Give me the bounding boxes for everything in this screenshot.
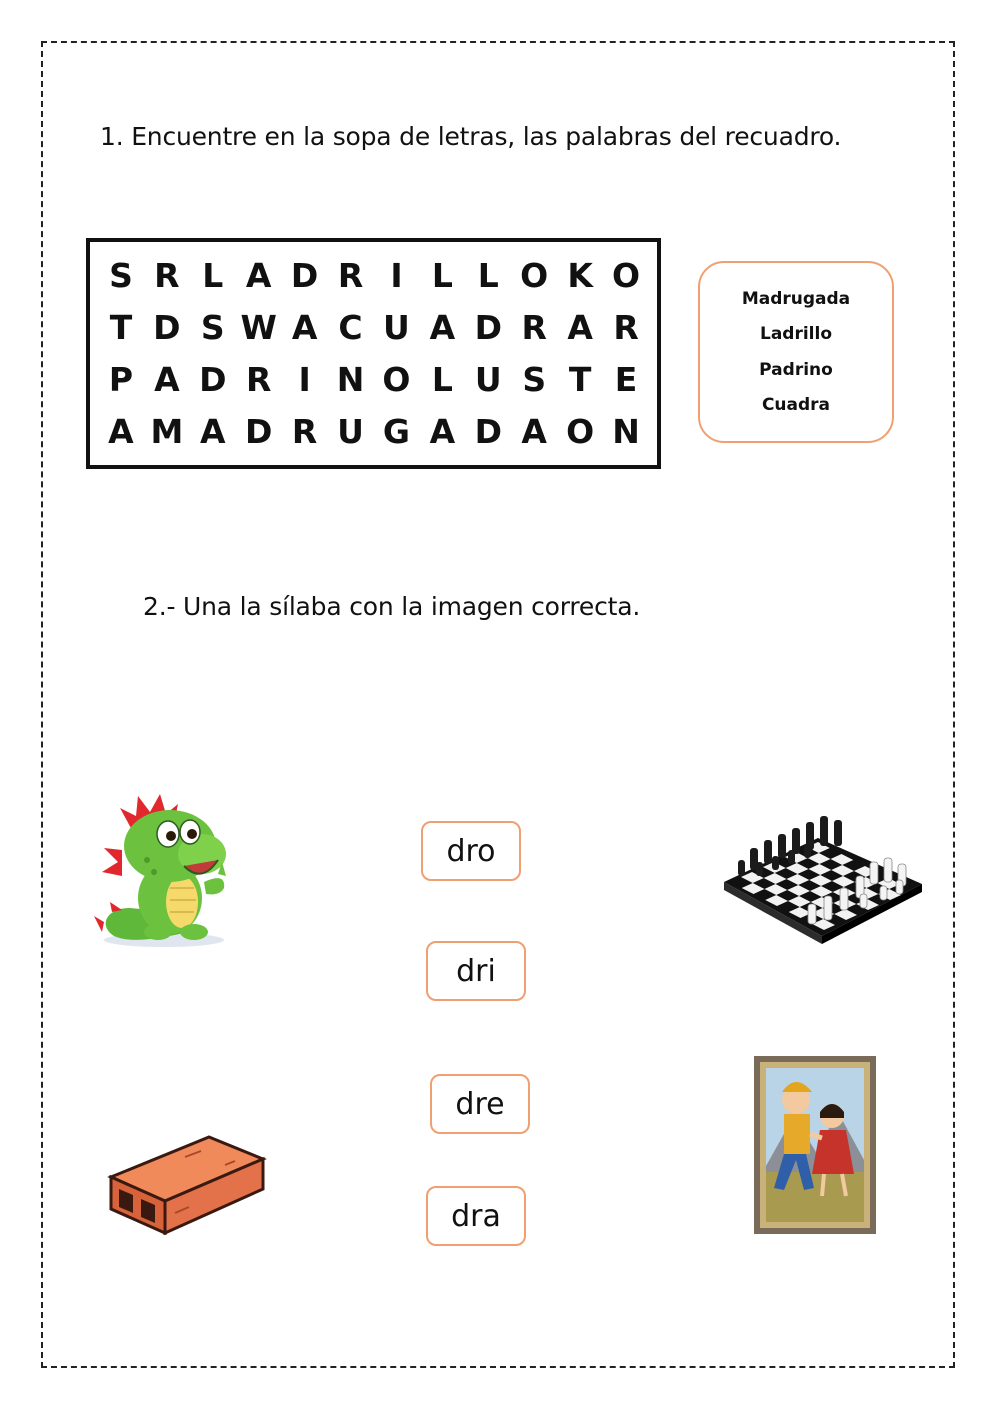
syllable-box-dra[interactable]: dra <box>426 1186 526 1246</box>
grid-letter[interactable]: S <box>200 308 225 348</box>
grid-letter[interactable]: K <box>567 256 593 296</box>
grid-letter[interactable]: D <box>153 308 181 348</box>
grid-letter[interactable]: A <box>108 411 134 451</box>
word-list-item: Padrino <box>759 359 833 380</box>
syllable-box-dro[interactable]: dro <box>421 821 521 881</box>
grid-letter[interactable]: P <box>108 359 134 399</box>
painting-image <box>754 1056 876 1234</box>
grid-letter[interactable]: L <box>202 256 224 296</box>
grid-letter[interactable]: O <box>382 359 411 399</box>
grid-letter[interactable]: T <box>109 308 133 348</box>
grid-letter[interactable]: O <box>566 411 595 451</box>
grid-letter[interactable]: N <box>336 359 365 399</box>
grid-letter[interactable]: O <box>520 256 549 296</box>
grid-letter[interactable]: A <box>291 308 318 348</box>
grid-letter[interactable]: G <box>382 411 410 451</box>
grid-letter[interactable]: R <box>613 308 639 348</box>
grid-letter[interactable]: A <box>429 308 456 348</box>
grid-letter[interactable]: D <box>474 411 502 451</box>
grid-letter[interactable]: D <box>199 359 227 399</box>
grid-letter[interactable]: D <box>474 308 502 348</box>
grid-letter[interactable]: A <box>521 411 547 451</box>
dragon-image <box>92 790 242 950</box>
grid-letter[interactable]: R <box>291 411 318 451</box>
grid-letter[interactable]: A <box>200 411 226 451</box>
grid-letter[interactable]: I <box>298 359 311 399</box>
grid-letter[interactable]: O <box>612 256 641 296</box>
chess-board-image <box>720 800 925 945</box>
grid-letter[interactable]: A <box>567 308 593 348</box>
grid-letter[interactable]: D <box>245 411 273 451</box>
word-list-box <box>698 261 894 443</box>
grid-letter[interactable]: A <box>245 256 272 296</box>
grid-letter[interactable]: T <box>568 359 592 399</box>
grid-letter[interactable]: A <box>154 359 180 399</box>
grid-letter[interactable]: M <box>150 411 184 451</box>
grid-letter[interactable]: R <box>337 256 364 296</box>
grid-letter[interactable]: U <box>383 308 410 348</box>
grid-letter[interactable]: W <box>240 308 277 348</box>
word-search-letters <box>98 250 649 457</box>
brick-image <box>105 1125 270 1235</box>
grid-letter[interactable]: S <box>522 359 547 399</box>
grid-letter[interactable]: A <box>429 411 456 451</box>
grid-letter[interactable]: R <box>521 308 547 348</box>
word-search-grid <box>86 238 661 469</box>
grid-letter[interactable]: L <box>431 359 453 399</box>
word-list-item: Madrugada <box>741 288 851 309</box>
grid-letter[interactable]: S <box>109 256 133 296</box>
grid-letter[interactable]: R <box>154 256 180 296</box>
grid-letter[interactable]: I <box>390 256 403 296</box>
syllable-box-dri[interactable]: dri <box>426 941 526 1001</box>
exercise-2-instruction: 2.- Una la sílaba con la imagen correcta. <box>143 592 641 621</box>
grid-letter[interactable]: N <box>612 411 640 451</box>
word-list-item: Cuadra <box>761 395 831 416</box>
grid-letter[interactable]: U <box>337 411 364 451</box>
grid-letter[interactable]: U <box>474 359 502 399</box>
syllable-box-dre[interactable]: dre <box>430 1074 530 1134</box>
grid-letter[interactable]: R <box>245 359 272 399</box>
grid-letter[interactable]: C <box>338 308 363 348</box>
grid-letter[interactable]: L <box>431 256 453 296</box>
grid-letter[interactable]: L <box>477 256 499 296</box>
grid-letter[interactable]: E <box>614 359 638 399</box>
exercise-1-instruction: 1. Encuentre en la sopa de letras, las palabras del recuadro. <box>100 122 842 151</box>
word-list-item: Ladrillo <box>759 324 833 345</box>
grid-letter[interactable]: D <box>290 256 319 296</box>
